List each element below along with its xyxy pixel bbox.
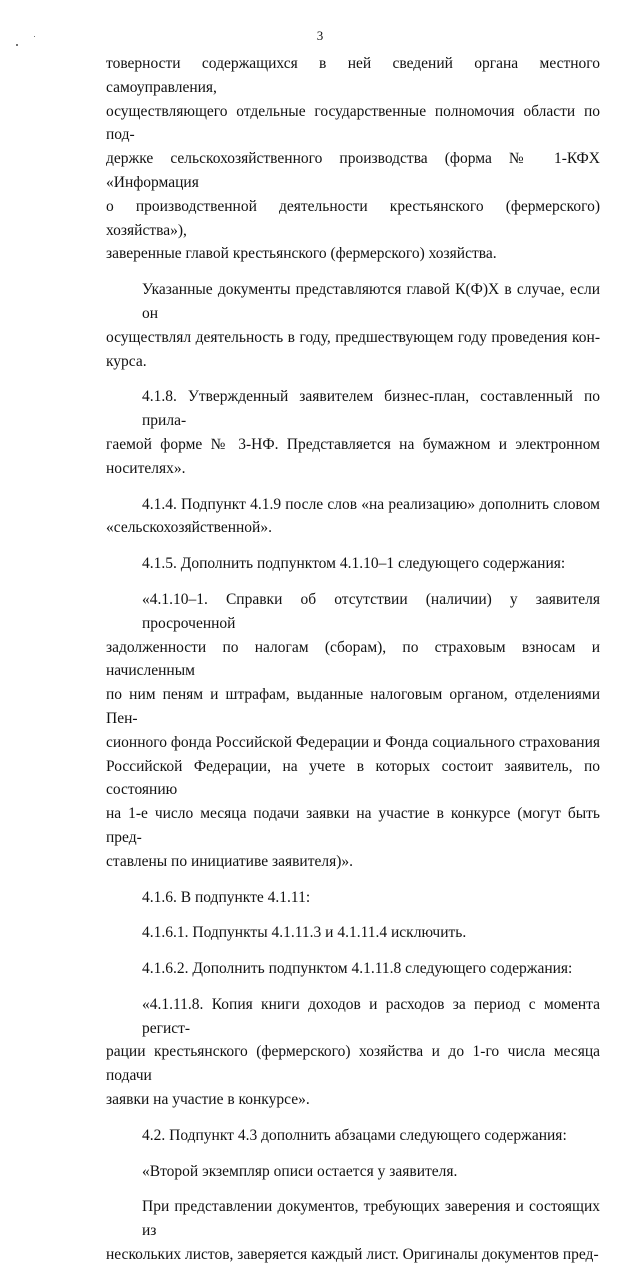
paragraph <box>106 493 600 541</box>
text-line: 4.1.4. Подпункт 4.1.9 после слов «на реализацию» дополнить словом <box>142 495 600 513</box>
text-line: Указанные документы представляются главой К(Ф)Х в случае, если он <box>142 281 600 322</box>
text-line: 4.1.8. Утвержденный заявителем бизнес-план, составленный по прила- <box>142 388 600 430</box>
text-line: заверенные главой крестьянского (фермерского) хозяйства. <box>106 245 497 263</box>
text-line: 4.1.6.1. Подпункты 4.1.11.3 и 4.1.11.4 исключить. <box>142 924 467 942</box>
paragraph-gap <box>106 540 600 552</box>
paragraph-gap <box>106 1183 600 1195</box>
paragraph <box>106 1160 600 1184</box>
paragraph <box>106 588 600 874</box>
text-line: курса. <box>106 352 147 370</box>
document-body <box>106 52 600 1267</box>
text-line: ставлены по инициативе заявителя)». <box>106 852 354 870</box>
text-line: рации крестьянского (фермерского) хозяйства и до 1-го числа месяца подачи <box>106 1043 600 1085</box>
text-line: товерности содержащихся в ней сведений органа местного самоуправления, <box>106 55 600 96</box>
scan-speck <box>16 44 18 46</box>
paragraph <box>106 886 600 910</box>
paragraph-gap <box>106 945 600 957</box>
paragraph <box>106 1195 600 1266</box>
text-line: осуществляющего отдельные государственные полномочия области по под- <box>106 102 600 144</box>
text-line: «Второй экземпляр описи остается у заявителя. <box>142 1162 458 1180</box>
paragraph-gap <box>106 874 600 886</box>
text-line: Российской Федерации, на учете в которых состоит заявитель, по состоянию <box>106 757 600 799</box>
text-line: на 1-е число месяца подачи заявки на участие в конкурсе (могут быть пред- <box>106 805 600 846</box>
text-line: 4.2. Подпункт 4.3 дополнить абзацами следующего содержания: <box>142 1126 567 1144</box>
text-line: При представлении документов, требующих заверения и состоящих из <box>142 1198 600 1240</box>
text-line: сионного фонда Российской Федерации и Фонда социального страхования <box>106 733 600 751</box>
scan-speck <box>34 36 35 37</box>
paragraph <box>106 278 600 373</box>
text-line: «4.1.10–1. Справки об отсутствии (наличии) у заявителя просроченной <box>142 590 600 632</box>
text-line: гаемой форме № 3-НФ. Представляется на бумажном и электронном носителях». <box>106 435 600 477</box>
paragraph-gap <box>106 1148 600 1160</box>
paragraph-gap <box>106 576 600 588</box>
paragraph <box>106 552 600 576</box>
text-line: по ним пеням и штрафам, выданные налоговым органом, отделениями Пен- <box>106 686 600 727</box>
text-line: о производственной деятельности крестьянского (фермерского) хозяйства»), <box>106 197 600 239</box>
text-line: «4.1.11.8. Копия книги доходов и расходов за период с момента регист- <box>142 995 600 1037</box>
text-line: 4.1.6.2. Дополнить подпунктом 4.1.11.8 следующего содержания: <box>142 960 573 978</box>
paragraph-gap <box>106 266 600 278</box>
text-line: осуществлял деятельность в году, предшествующем году проведения кон- <box>106 328 600 346</box>
paragraph-gap <box>106 481 600 493</box>
paragraph <box>106 1124 600 1148</box>
text-line: 4.1.5. Дополнить подпунктом 4.1.10–1 следующего содержания: <box>142 555 566 573</box>
page-number: 3 <box>316 28 324 43</box>
text-line: нескольких листов, заверяется каждый лист. Оригиналы документов пред- <box>106 1246 599 1264</box>
paragraph <box>106 385 600 480</box>
text-line: держке сельскохозяйственного производства (форма № 1-КФХ «Информация <box>106 150 600 191</box>
paragraph <box>106 52 600 266</box>
paragraph-gap <box>106 981 600 993</box>
paragraph-gap <box>106 373 600 385</box>
text-line: задолженности по налогам (сборам), по страховым взносам и начисленным <box>106 638 600 680</box>
paragraph <box>106 921 600 945</box>
text-line: «сельскохозяйственной». <box>106 519 272 537</box>
paragraph-gap <box>106 909 600 921</box>
paragraph <box>106 993 600 1112</box>
paragraph <box>106 957 600 981</box>
text-line: 4.1.6. В подпункте 4.1.11: <box>142 888 311 906</box>
text-line: заявки на участие в конкурсе». <box>106 1091 310 1109</box>
paragraph-gap <box>106 1112 600 1124</box>
